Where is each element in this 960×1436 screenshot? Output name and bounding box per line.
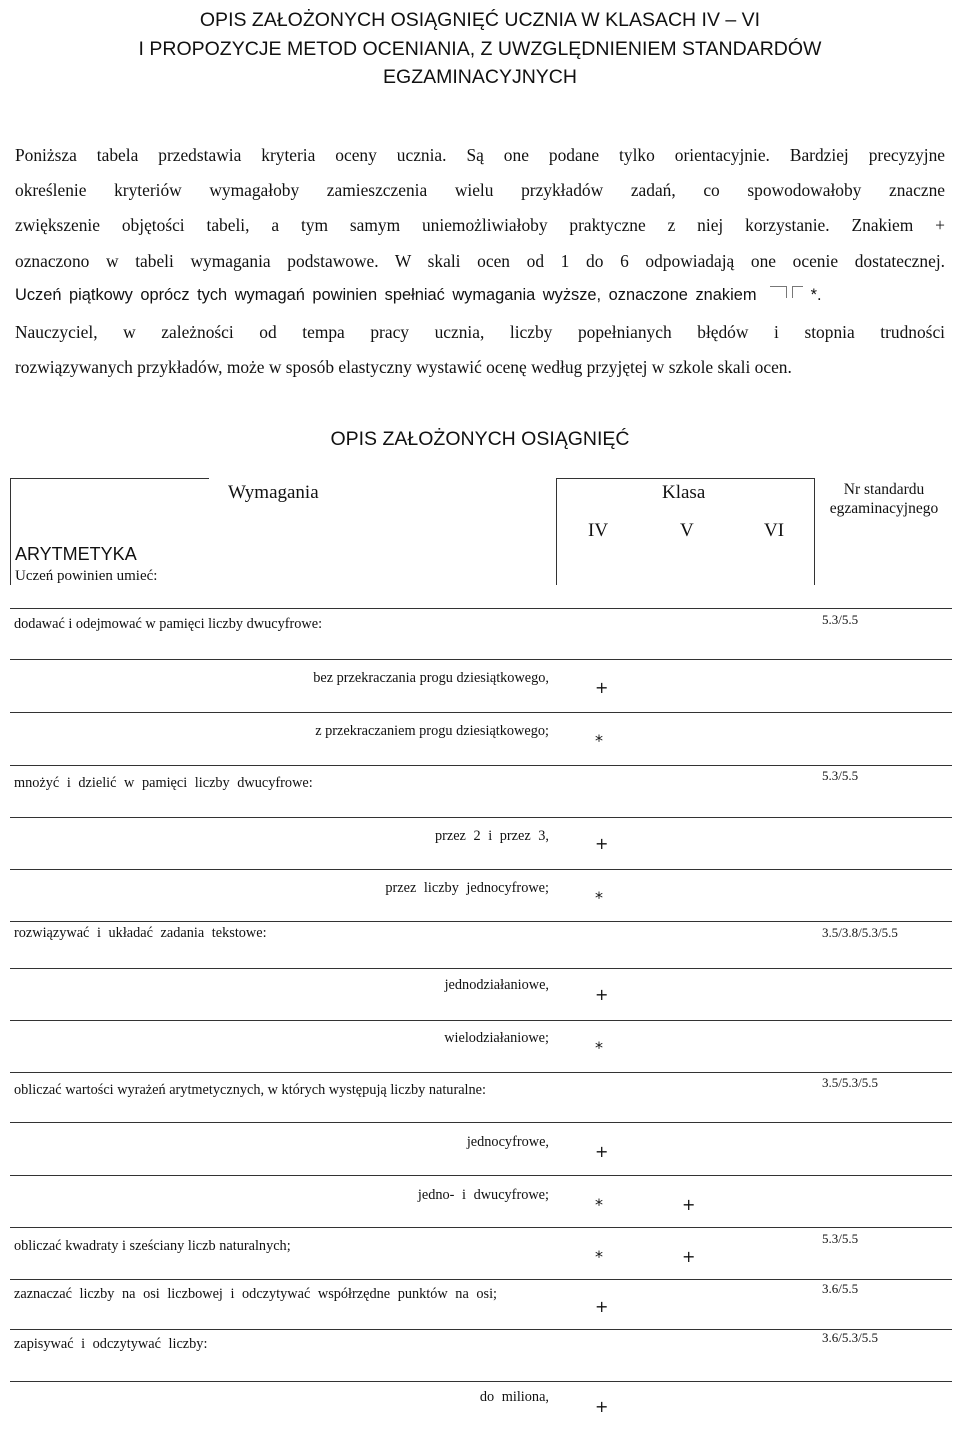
row-divider xyxy=(10,1175,952,1176)
header-class-v: V xyxy=(680,520,694,541)
mark-v: + xyxy=(682,1247,696,1266)
intro-line-4: oznaczono w tabeli wymagania podstawowe. W skali ocen od 1 do 6 odpowiadają one ocenie dostatecznej. xyxy=(15,251,945,271)
row-divider xyxy=(10,1381,952,1382)
requirement-main: dodawać i odejmować w pamięci liczby dwucyfrowe: xyxy=(14,616,323,632)
row-divider xyxy=(10,1227,952,1228)
mark-iv: + xyxy=(595,834,609,853)
requirement-main: rozwiązywać i układać zadania tekstowe: xyxy=(14,925,267,941)
intro-line-2: określenie kryteriów wymagałoby zamieszczenia wielu przykładów zadań, co spowodowałoby znaczne xyxy=(15,180,945,200)
row-divider xyxy=(10,921,952,922)
intro-line-7: rozwiązywanych przykładów, może w sposób elastyczny wystawić ocenę według przyjętej w szkole skali ocen. xyxy=(15,357,792,377)
intro-line-1: Poniższa tabela przedstawia kryteria oceny ucznia. Są one podane tylko orientacyjnie. Bardziej precyzyjne xyxy=(15,145,945,165)
header-border-top-left xyxy=(10,478,209,479)
mark-iv: * xyxy=(595,1038,603,1057)
standard-number: 3.5/3.8/5.3/5.5 xyxy=(822,925,898,940)
requirements-table xyxy=(10,478,952,1436)
requirement-sub: do miliona, xyxy=(479,1389,549,1405)
title-line-2: I PROPOZYCJE METOD OCENIANIA, Z UWZGLĘDNIENIEM STANDARDÓW xyxy=(138,37,822,60)
mark-iv: * xyxy=(595,888,603,907)
header-border-left xyxy=(10,478,11,585)
row-divider xyxy=(10,1072,952,1073)
standard-number: 5.3/5.5 xyxy=(822,768,859,783)
requirement-main: zapisywać i odczytywać liczby: xyxy=(14,1336,208,1352)
header-klasa: Klasa xyxy=(662,482,706,503)
mark-iv: * xyxy=(595,1247,603,1266)
intro-line-5-text: Uczeń piątkowy oprócz tych wymagań powinien spełniać wymagania wyższe, oznaczone znakiem xyxy=(15,286,757,304)
mark-iv: * xyxy=(595,731,603,750)
row-divider xyxy=(10,968,952,969)
row-divider xyxy=(10,765,952,766)
box-symbols xyxy=(770,286,787,298)
title-line-3: EGZAMINACYJNYCH xyxy=(383,66,577,88)
requirement-sub: wielodziałaniowe; xyxy=(444,1030,549,1046)
mark-iv: * xyxy=(595,1195,603,1214)
requirement-sub: przez 2 i przez 3, xyxy=(434,828,549,844)
standard-number: 3.6/5.5 xyxy=(822,1281,859,1296)
intro-line-3: zwiększenie objętości tabeli, a tym samym uniemożliwiałoby praktyczne z niej korzystanie. Znakiem + xyxy=(15,215,945,235)
title-line-1: OPIS ZAŁOŻONYCH OSIĄGNIĘĆ UCZNIA W KLASACH IV – VI xyxy=(199,9,761,31)
mark-iv: + xyxy=(595,985,609,1004)
section-title: OPIS ZAŁOŻONYCH OSIĄGNIĘĆ xyxy=(330,428,630,450)
section-arytmetyka: ARYTMETYKA xyxy=(15,544,137,564)
header-wymagania: Wymagania xyxy=(228,482,319,503)
row-divider xyxy=(10,1020,952,1021)
standard-number: 3.6/5.3/5.5 xyxy=(822,1330,878,1345)
requirement-sub: bez przekraczania progu dziesiątkowego, xyxy=(313,670,549,686)
row-divider xyxy=(10,1329,952,1330)
header-border-klasa-top xyxy=(556,478,814,479)
requirement-sub: przez liczby jednocyfrowe; xyxy=(385,880,549,896)
mark-iv: + xyxy=(595,1142,609,1161)
requirement-sub: z przekraczaniem progu dziesiątkowego; xyxy=(315,723,549,739)
asterisk-mark: *. xyxy=(810,286,822,304)
requirement-main: obliczać kwadraty i sześciany liczb naturalnych; xyxy=(14,1238,291,1254)
standard-number: 5.3/5.5 xyxy=(822,612,859,627)
requirement-main: mnożyć i dzielić w pamięci liczby dwucyfrowe: xyxy=(14,775,313,791)
standard-number: 5.3/5.5 xyxy=(822,1231,859,1246)
header-border-klasa-right xyxy=(814,478,815,585)
requirement-main: obliczać wartości wyrażeń arytmetycznych, w których występują liczby naturalne: xyxy=(14,1082,486,1098)
requirement-sub: jednocyfrowe, xyxy=(466,1134,549,1150)
header-class-vi: VI xyxy=(764,520,785,541)
box-symbols-2 xyxy=(792,286,803,298)
mark-v: + xyxy=(682,1195,696,1214)
requirement-sub: jednodziałaniowe, xyxy=(444,977,549,993)
header-nr-standardu: Nr standardu egzaminacyjnego xyxy=(829,481,939,517)
row-divider xyxy=(10,869,952,870)
standard-number: 3.5/5.3/5.5 xyxy=(822,1075,878,1090)
row-divider xyxy=(10,712,952,713)
mark-iv: + xyxy=(595,1397,609,1416)
row-divider xyxy=(10,659,952,660)
document-title xyxy=(0,6,960,92)
requirement-main: zaznaczać liczby na osi liczbowej i odczytywać współrzędne punktów na osi; xyxy=(14,1286,498,1302)
section-subheading: Uczeń powinien umieć: xyxy=(15,568,158,584)
row-divider xyxy=(10,1122,952,1123)
requirement-sub: jedno- i dwucyfrowe; xyxy=(417,1187,549,1203)
row-divider xyxy=(10,817,952,818)
row-divider xyxy=(10,608,952,609)
mark-iv: + xyxy=(595,1297,609,1316)
header-border-klasa-left xyxy=(556,478,557,585)
header-class-iv: IV xyxy=(588,520,609,541)
intro-line-5 xyxy=(15,286,945,320)
mark-iv: + xyxy=(595,678,609,697)
row-divider xyxy=(10,1279,952,1280)
intro-line-6: Nauczyciel, w zależności od tempa pracy ucznia, liczby popełnianych błędów i stopnia trudności xyxy=(15,322,945,342)
